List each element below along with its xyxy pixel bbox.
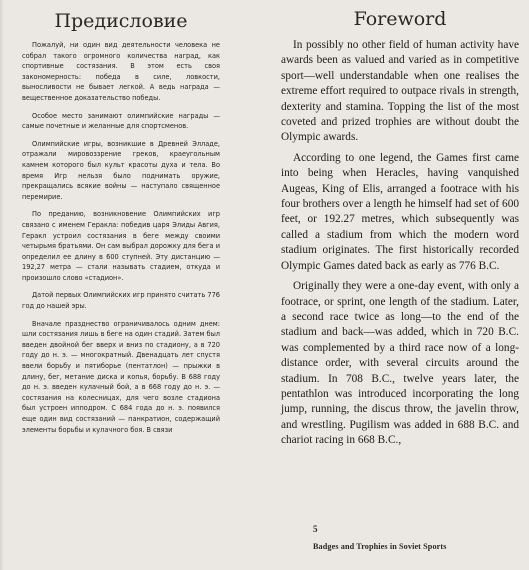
english-paragraph: In possibly no other field of human activity have awards been as valued and varied as in competitive sport—well understandable when one realises the extreme effort required to outpace rivals in strength, dexterity and stamina. Topping the list of the most coveted and prized trophies are without doubt the Olympic awards.	[281, 39, 519, 144]
page-number: 5	[313, 524, 318, 534]
russian-paragraph: Датой первых Олимпийских игр принято считать 776 год до нашей эры.	[22, 291, 220, 311]
russian-column	[22, 8, 220, 442]
english-paragraph: Originally they were a one-day event, with only a footrace, or sprint, one length of the stadium. Later, a second race twice as long—to the end of the stadium and back—was added, which in 720 B.C. was complemented by a third race now of a long-distance order, with several circuits around the stadium. In 708 B.C., twelve years later, the pentathlon was introduced incorporating the long jump, running, the discus throw, the javelin throw, and wrestling. Pugilism was added in 688 B.C. and chariot racing in 668 B.C.,	[281, 280, 519, 447]
russian-paragraph: По преданию, возникновение Олимпийских игр связано с именем Геракла: победив царя Элиды Авгия, Геракл устроил состязания в беге между своими четырьмя братьями. Он сам выбрал дорожку для бега и определил ее длину в 600 ступней. Эту дистанцию — 192,27 метра — стали называть стадием, откуда и произошло слово «стадион».	[22, 210, 220, 282]
russian-paragraph: Вначале празднество ограничивалось одним днем: шли состязания лишь в беге на один стадий. Затем был введен двойной бег вверх и вниз по стадиону, а в 720 году до н. э. — многократный. Двенадцать лет спустя ввели борьбу и пятиборье (пентатлон) — прыжки в длину, бег, метание диска и копья, борьбу. В 688 году до н. э. введен кулачный бой, а в 668 году до н. э. — состязания на колесницах, для чего возле стадиона был устроен ипподром. С 684 года до н. э. появился еще один вид состязаний — панкратион, содержащий элементы борьбы и кулачного боя. В связи	[22, 319, 220, 434]
english-paragraph: According to one legend, the Games first came into being when Heracles, having vanquished Augeas, King of Elis, arranged a footrace with his four brothers over a length he himself had set of 600 feet, or 192.27 metres, which subsequently was called a stadium from which the modern word stadium originates. The first historically recorded Olympic Games dated back as early as 776 B.C.	[281, 151, 519, 272]
english-title: Foreword	[353, 8, 447, 30]
russian-paragraph: Олимпийские игры, возникшие в Древней Элладе, отражали мировоззрение греков, краеугольным камнем которого был культ красоты духа и тела. Во время Игр нельзя было поднимать оружие, прекращались всякие войны — наступало священное перемирие.	[22, 139, 220, 201]
russian-title: Предисловие	[54, 10, 188, 32]
running-footer: Badges and Trophies in Soviet Sports	[313, 542, 447, 551]
russian-paragraph: Особое место занимают олимпийские награды — самые почетные и желанные для спортсменов.	[22, 111, 220, 131]
russian-paragraph: Пожалуй, ни один вид деятельности человека не собрал такого огромного количества наград, как спортивные состязания. В этом есть своя закономерность: победа в силе, ловкости, выносливости не бывает легкой. А ведь награда — вещественное доказательство победы.	[22, 41, 220, 102]
page-edge	[0, 0, 4, 570]
english-column	[281, 6, 519, 449]
